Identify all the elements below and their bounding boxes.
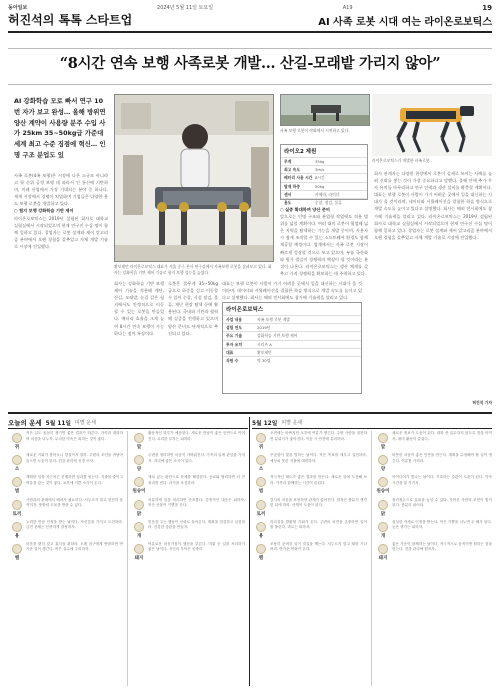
zodiac-icon <box>12 500 22 510</box>
issue-date: 2024년 5월 11일 토요일 <box>157 5 214 11</box>
top-right-caption: 사족 보행 로봇이 야외에서 시연하고 있다. <box>280 128 350 133</box>
main-photo-caption: 황보제민 라이온로보틱스 대표가 서울 중구 본사 연구실에서 사족보행 로봇을 살펴보고 있다. 회사는 강화학습 기반 제어 기술로 험지 보행 성능을 높였다. <box>114 264 272 275</box>
divider <box>8 84 492 85</box>
spec-row: 배터리 사용 시간 8시간 <box>281 173 367 181</box>
top-right-photo <box>280 94 370 126</box>
robot-photo-right <box>372 94 492 156</box>
fortune-column-1 <box>8 431 123 686</box>
divider <box>8 48 492 49</box>
fortune-item: 말 활동적인 하루가 예상된다. 새로운 만남이 좋은 인연으로 이어진다. 무리한 투자는 피하라. <box>130 431 245 450</box>
spec-row: 센서 카메라, 라이다 <box>281 190 367 198</box>
fortune-item: 개 성실한 자세로 인정을 받는다. 작은 기쁨을 나누면 두 배가 된다. 늦은 귀가는 피하자. <box>374 520 492 539</box>
body-column-3b: 대표는 보행 로봇이 사람이 가기 어려운 곳에서 일을 대신하는 시대가 올 것이라며, 데이터와 시뮬레이션을 결합한 학습 방식으로 개발 속도를 높이고 있다고 설명했다. 회사는 해외 전시회에도 참가해 기술력을 알리고 있다. <box>222 281 362 300</box>
fortune-date-1: 5월 11일 <box>45 421 71 427</box>
zodiac-icon <box>134 500 144 510</box>
company-row: 사업 내용 사족 보행 로봇 개발 <box>223 315 361 323</box>
body-column-1: 사족 로봇(4족 보행)은 시장에 나온 소규모 아니라고 학 순위 공정 보행 데 따라서 인 통신에 기반하며, 미래 산업에서 가장 기대되는 분야 중 하나다. 세계 시장에서 경쟁이 치열하며 기업들은 다양한 용도 보행 로봇을 개발하고 있다. ○ 험지 보행 강화학습 기반 제어 라이온로보틱스는 2019년 설립된 회사로 대학교 실험실에서 시작되었으며 현재 연구진 수십 명이 함께 일하고 있다. 창업자는 로봇 설계와 제어 알고리즘 분야에서 오랜 경험을 갖추었고 자체 개발 기술로 시장에 진입했다. <box>14 173 108 249</box>
fortune-header-2: 5월 12일 띠별 운세 <box>252 417 492 429</box>
fortune-item: 토끼 감사의 마음을 표현하면 관계가 좋아진다. 결정은 충분히 생각한 뒤에 하라. 산책이 도움이 된다. <box>256 497 367 517</box>
outdoor-robot-illustration <box>281 95 370 126</box>
zodiac-icon <box>378 544 388 554</box>
main-photo <box>114 94 274 262</box>
section-title: AI 사족 로봇 시대 여는 라이온로보틱스 <box>318 17 492 28</box>
fortune-column-2 <box>130 431 245 686</box>
spec-row: 무게 35kg <box>281 157 367 165</box>
zodiac-icon <box>378 500 388 510</box>
spec-row: 용도 순찰, 점검, 물류 <box>281 198 367 206</box>
body-column-3: 로봇은 몸무게 35~50kg급으로 하중을 싣고 이동할 수 있어 순찰, 시설 점검, 물류, 재난 현장 탐색 등에 활용된다. 국내외 기관과 협력해 실증을 진행하고 있으며 양산 준비도 단계적으로 추진되고 있다. <box>168 281 218 336</box>
zodiac-icon <box>134 433 144 443</box>
fortune-item: 돼지 여유로운 마음가짐이 행운을 부른다. 미뤄 둔 일을 처리하기 좋은 날이다. 지인의 부탁은 신중히. <box>134 541 245 561</box>
fortune-date-2: 5월 12일 <box>252 421 278 427</box>
spec-row: 탑재 하중 50kg <box>281 182 367 190</box>
spec-factbox <box>280 144 368 206</box>
zodiac-icon <box>378 522 388 532</box>
robot-lab-illustration <box>115 95 274 262</box>
fortune-item: 용 노력한 만큼 인정을 받는 날이다. 자신감을 가지고 도전하라. 금전 문제는 신중하게 결정하자. <box>8 520 123 539</box>
fortune-item: 돼지 좋은 기운이 함께하는 날이다. 적극적으로 움직이면 원하는 것을 얻는다. 건강 관리에 힘쓰자. <box>378 541 492 561</box>
edition: A19 <box>342 4 353 11</box>
zodiac-icon <box>256 544 266 554</box>
company-row: 대표 황보제민 <box>223 348 361 356</box>
column-divider <box>127 431 128 686</box>
fortune-item: 양 주변을 정리하면 마음이 가벼워진다. 가족의 일에 관심을 가지자. 저녁에 좋은 소식이 있다. <box>130 453 245 472</box>
spec-row: 최고 속도 3m/s <box>281 165 367 173</box>
spec-factbox-title: 라이오2 제원 <box>284 149 317 155</box>
company-row: 투자 유치 시리즈 A <box>223 340 361 348</box>
fortune-column-3 <box>252 431 367 686</box>
body-column-5: 회사 관계자는 다양한 현장에서 로봇이 실제로 쓰이는 사례를 늘려 신뢰를 쌓는 것이 가장 중요하다고 말했다. 올해 안에 추가 투자 유치를 마무리하고 연구 인력과 생산 설비를 확충할 계획이다. 대표는 보행 로봇이 사람이 가기 어려운 곳에서 일을 대신하는 시대가 올 것이라며, 데이터와 시뮬레이션을 결합한 학습 방식으로 개발 속도를 높이고 있다고 설명했다. 회사는 해외 전시회에도 참가해 기술력을 알리고 있다. 라이온로보틱스는 2019년 설립된 회사로 대학교 실험실에서 시작되었으며 현재 연구진 수십 명이 함께 일하고 있다. 창업자는 로봇 설계와 제어 알고리즘 분야에서 오랜 경험을 갖추었고 자체 개발 기술로 시장에 진입했다. <box>374 171 492 240</box>
zodiac-icon <box>256 522 266 532</box>
fortune-item: 용 리더십을 발휘할 기회가 온다. 주변의 의견을 존중하면 일이 잘 풀린다. 과로는 피하자. <box>252 520 367 539</box>
fortune-item: 닭 차분하게 일을 처리하면 순조롭다. 감정적인 대응은 피하자. 작은 선물이 기쁨을 준다. <box>130 498 245 517</box>
zodiac-icon <box>134 544 144 554</box>
zodiac-icon <box>12 455 22 465</box>
zodiac-icon <box>134 455 144 465</box>
section-divider <box>8 412 492 414</box>
zodiac-icon <box>378 433 388 443</box>
lead-paragraph: AI 강화학습 모로 빠서 연구 10번 자가 보고 완성… 올해 방위연 양산 계약이 사용량 분주 수입 사가 25km 35~50kg급 가준대 세계 최고 수준 징점에 혁신… 인명 구조 분업도 있 <box>14 97 106 159</box>
robot-right-caption: 라이온로보틱스가 개발한 사족로봇. <box>372 158 431 163</box>
quadruped-robot-illustration <box>372 94 492 156</box>
zodiac-icon <box>12 477 22 487</box>
fortune-item: 개 믿음을 주는 행동이 신뢰로 돌아온다. 계획을 점검하고 실천하라. 건강한 습관을 만들자. <box>130 520 245 539</box>
body-column-4: ○ 실증 확대하며 양산 준비 앞으로는 인명 구조와 분업형 작업에도 적용 범위를 넓힐 계획이다. 여러 대의 로봇이 협업해 넓은 지역을 탐색하는 기능을 개발 중이며, 사용자가 쉽게 조작할 수 있는 소프트웨어 환경도 함께 제공할 예정이다. 업계에서는 사족 로봇 시장이 빠르게 성장할 것으로 보고 있으며, 부품 국산화와 원가 절감이 경쟁력의 핵심이 될 것이라는 분석이 나온다. 라이온로보틱스는 생산 체계를 갖추고 가격 경쟁력을 확보하는 데 주력하고 있다. <box>280 207 368 276</box>
byline: 허진석 기자 <box>472 400 492 405</box>
fortune-item: 원숭이 아이디어가 빛나는 날이다. 기록하는 습관이 도움이 된다. 약속 시간을 잘 지키자. <box>376 475 492 495</box>
fortune-note: 띠별 운세 <box>75 420 96 426</box>
page-number: 19 <box>482 3 492 12</box>
fortune-item: 쥐 오전에는 바쁘지만 오후에 여유가 생긴다. 주변 사람을 칭찬하면 분위기가 좋아진다. 이동 시 안전에 유의하라. <box>252 431 367 450</box>
headline: “8시간 연속 보행 사족로봇 개발… 산길-모래밭 가리지 않아” <box>59 55 441 72</box>
zodiac-icon <box>134 477 144 487</box>
fortune-item: 양 따뜻한 마음이 좋은 인연을 만든다. 계획을 수정해야 할 일이 생긴다. 여유를 가져라. <box>374 453 492 472</box>
zodiac-icon <box>134 522 144 532</box>
fortune-item: 소 꾸준함이 빛을 발하는 날이다. 작은 목표를 세우고 실천하라. 예상치 못한 지출에 대비하자. <box>252 453 367 472</box>
zodiac-icon <box>256 455 266 465</box>
zodiac-icon <box>256 433 266 443</box>
fortune-item: 닭 정리정돈으로 효율을 높일 수 있다. 가까운 사람의 조언이 힘이 된다. 충분히 쉬어라. <box>374 498 492 517</box>
body-column-2: 회사는 강화학습 기반 보행 제어 기술을 적용해 계단, 산길, 모래밭, 눈길 같은 험지에서도 안정적으로 이동할 수 있는 로봇을 만들었다. 배터리 효율을 크게 높여 8시간 연속 보행이 가능하다는 점이 특징이다. <box>114 281 164 336</box>
zodiac-icon <box>12 544 22 554</box>
zodiac-icon <box>256 477 266 487</box>
newspaper-name: 동아일보 <box>8 5 28 11</box>
company-row: 직원 수 약 30명 <box>223 356 361 364</box>
zodiac-icon <box>12 522 22 532</box>
fortune-item: 뱀 조용히 준비한 일이 결실을 맺는다. 서두르지 말고 때를 기다려라. 반가운 연락이 온다. <box>252 542 367 561</box>
fortune-item: 토끼 사람과의 관계에서 배려가 필요하다. 서두르지 말고 천천히 움직이자. 뜻밖의 도움을 받을 수 있다. <box>12 497 123 517</box>
column-title: 허진석의 톡톡 스타트업 <box>8 13 133 27</box>
fortune-item: 쥐 작은 일도 꼼꼼히 챙기면 좋은 결과가 따른다. 가족과 대화하며 마음을 나누자. 무리한 약속은 피하는 것이 좋다. <box>8 431 123 450</box>
company-factbox-title: 라이온로보틱스 <box>226 307 264 313</box>
column-divider <box>249 417 250 686</box>
zodiac-icon <box>256 500 266 510</box>
fortune-item: 범 적극적인 태도가 좋은 결과를 만든다. 새로운 일에 도전해 보라. 가족과 함께하는 시간이 즐겁다. <box>252 475 367 494</box>
fortune-item: 원숭이 재치 있는 판단으로 문제를 해결한다. 동료와 협력하면 더 큰 성과를 낸다. 과식을 조심하라. <box>132 475 245 495</box>
fortune-item: 소 새로운 기회가 찾아오니 망설이지 말라. 주변의 조언을 귀담아 들으면 도움이 된다. 건강 관리에 신경 쓰자. <box>8 453 123 472</box>
company-row: 주요 기술 강화학습 기반 보행 제어 <box>223 331 361 339</box>
zodiac-icon <box>378 477 388 487</box>
fortune-item: 범 계획한 일을 차근차근 진행하면 성과를 얻는다. 지출을 줄이고 여유를 갖는 것이 좋다. 오후에 기쁜 소식이 온다. <box>8 475 123 494</box>
fortune-item: 뱀 마음을 편히 갖고 휴식을 취하라. 오랜 친구에게 연락하면 반가운 일이 생긴다. 작은 실수에 주의하자. <box>8 542 123 561</box>
fortune-item: 말 새로운 정보가 도움이 된다. 대화 중 실수하지 않도록 말을 아끼자. 취미 활동이 즐겁다. <box>374 431 492 450</box>
column-header <box>8 13 492 33</box>
zodiac-icon <box>12 433 22 443</box>
fortune-header-1 <box>8 417 248 429</box>
fortune-column-4 <box>374 431 492 686</box>
company-row: 설립 연도 2019년 <box>223 323 361 331</box>
fortune-title: 오늘의 운세 <box>8 419 42 427</box>
column-divider <box>371 431 372 686</box>
fortune-section <box>8 417 492 687</box>
zodiac-icon <box>378 455 388 465</box>
